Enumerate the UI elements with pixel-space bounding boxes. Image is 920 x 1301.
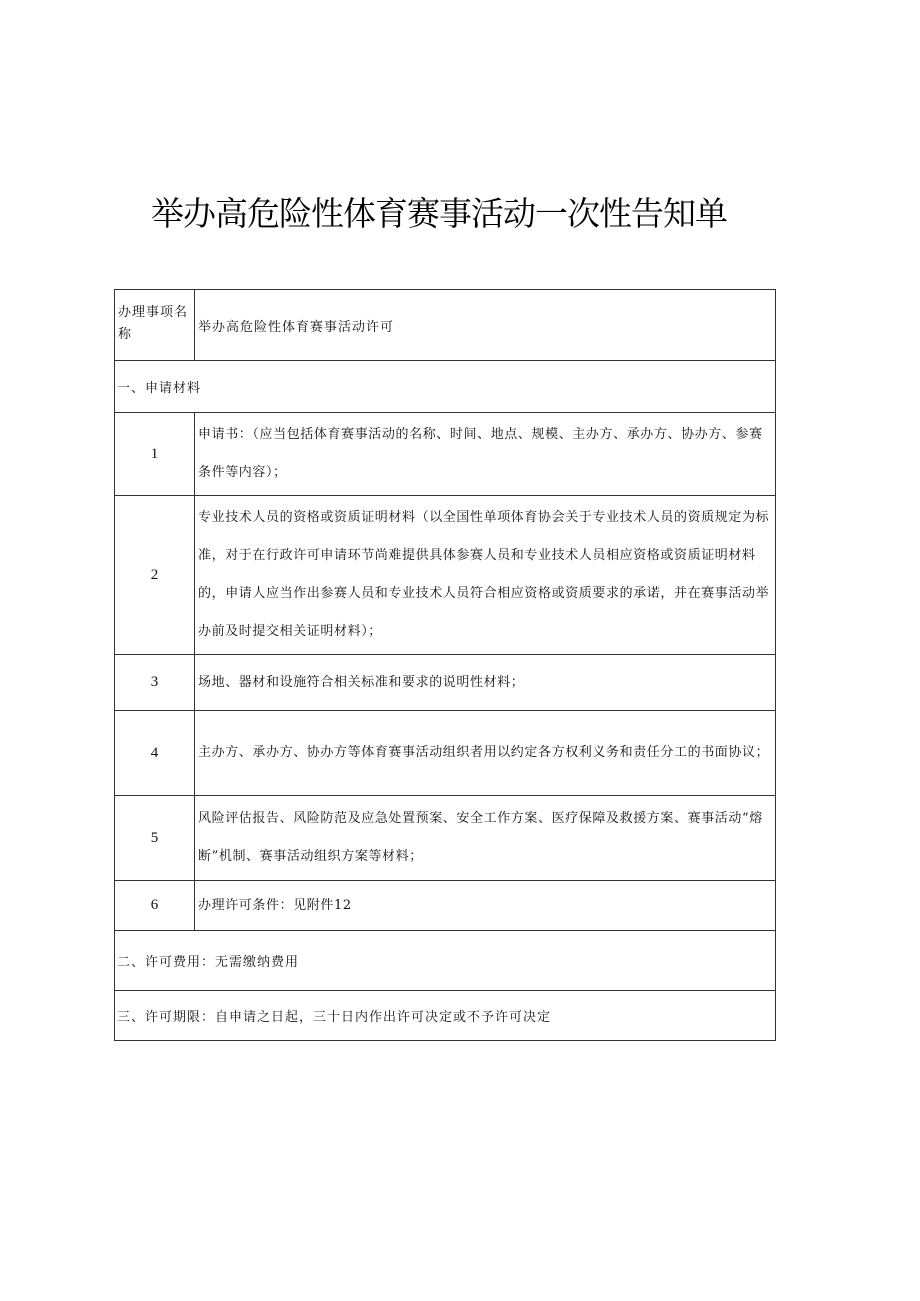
table-row-material-5 bbox=[115, 796, 776, 881]
material-text: 风险评估报告、风险防范及应急处置预案、安全工作方案、医疗保障及救援方案、赛事活动“熔断”机制、赛事活动组织方案等材料； bbox=[195, 796, 776, 881]
table-row-material-6 bbox=[115, 881, 776, 931]
table-row-material-1 bbox=[115, 413, 776, 496]
material-number: 1 bbox=[115, 413, 195, 496]
notice-table bbox=[114, 289, 776, 1041]
page-title: 举办高危险性体育赛事活动一次性告知单 bbox=[151, 194, 727, 233]
material-number: 3 bbox=[115, 655, 195, 711]
table-row-material-2 bbox=[115, 496, 776, 655]
item-name-value: 举办高危险性体育赛事活动许可 bbox=[195, 290, 776, 361]
table-row-material-4 bbox=[115, 711, 776, 796]
material-number: 2 bbox=[115, 496, 195, 655]
section-materials-heading: 一、申请材料 bbox=[115, 361, 776, 413]
material-text: 主办方、承办方、协办方等体育赛事活动组织者用以约定各方权利义务和责任分工的书面协议； bbox=[195, 711, 776, 796]
material-text: 场地、器材和设施符合相关标准和要求的说明性材料； bbox=[195, 655, 776, 711]
section-deadline: 三、许可期限：自申请之日起，三十日内作出许可决定或不予许可决定 bbox=[115, 991, 776, 1041]
material-number: 6 bbox=[115, 881, 195, 931]
material-number: 5 bbox=[115, 796, 195, 881]
item-name-label: 办理事项名称 bbox=[115, 290, 195, 361]
material-text: 申请书：（应当包括体育赛事活动的名称、时间、地点、规模、主办方、承办方、协办方、参赛条件等内容）； bbox=[195, 413, 776, 496]
section-fee: 二、许可费用：无需缴纳费用 bbox=[115, 931, 776, 991]
table-row-materials-heading bbox=[115, 361, 776, 413]
table-row-deadline bbox=[115, 991, 776, 1041]
material-text: 办理许可条件：见附件12 bbox=[195, 881, 776, 931]
table-row-material-3 bbox=[115, 655, 776, 711]
table-row-item-name bbox=[115, 290, 776, 361]
table-row-fee bbox=[115, 931, 776, 991]
material-text: 专业技术人员的资格或资质证明材料（以全国性单项体育协会关于专业技术人员的资质规定为标准，对于在行政许可申请环节尚难提供具体参赛人员和专业技术人员相应资格或资质证明材料的，申请人应当作出参赛人员和专业技术人员符合相应资格或资质要求的承诺，并在赛事活动举办前及时提交相关证明材料）； bbox=[195, 496, 776, 655]
material-number: 4 bbox=[115, 711, 195, 796]
